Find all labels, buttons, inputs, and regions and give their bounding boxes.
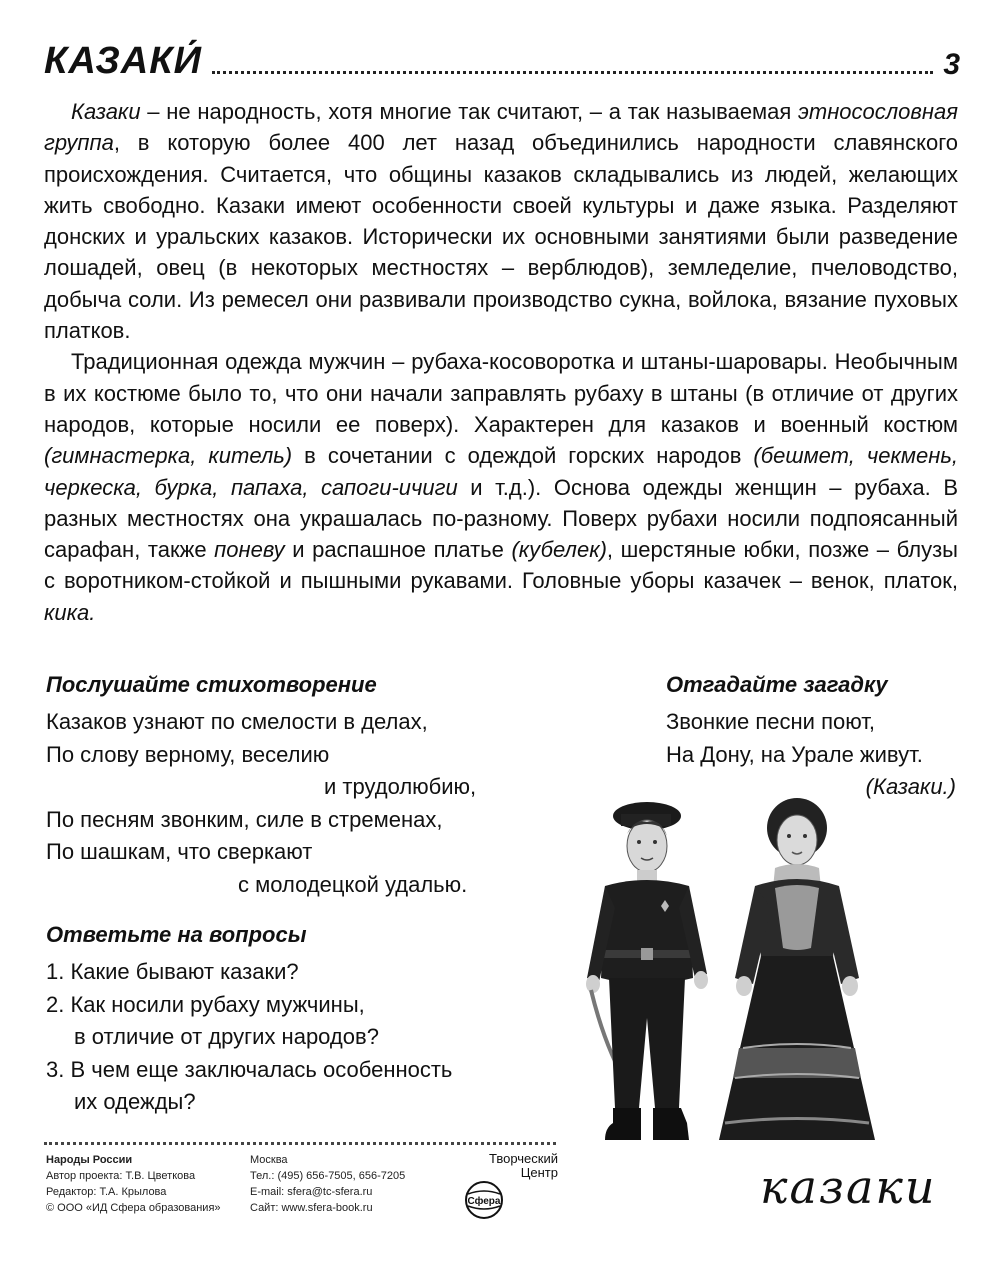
riddle-line: На Дону, на Урале живут. [666, 741, 923, 767]
male-cossack-figure [586, 802, 708, 1140]
riddle-line: Звонкие песни поют, [666, 709, 875, 734]
poem-line: и трудолюбию, [324, 774, 477, 799]
question-item: 2. Как носили рубаху мужчины, [46, 991, 365, 1017]
footer-phone: Тел.: (495) 656-7505, 656-7205 [250, 1170, 406, 1182]
cossack-dolls-illustration [575, 778, 975, 1163]
footer-dotted-rule [44, 1142, 556, 1145]
question-item: 3. В чем еще заключалась особенность [46, 1056, 453, 1082]
footer-contacts [250, 1152, 405, 1216]
poem-line: Казаков узнают по смелости в делах, [46, 709, 428, 734]
question-item: 1. Какие бывают казаки? [46, 959, 299, 984]
poem-line: с молодецкой удалью. [238, 871, 468, 897]
footer-email: E-mail: sfera@tc-sfera.ru [250, 1186, 373, 1198]
cursive-caption: казаки [760, 1160, 937, 1214]
female-cossack-figure [719, 798, 875, 1140]
poem-section [46, 672, 516, 901]
article-body [44, 96, 958, 628]
page-number: 3 [943, 48, 960, 81]
poem-line: По песням звонким, силе в стременах, [46, 806, 443, 832]
riddle-answer: (Казаки.) [865, 774, 956, 799]
logo-line-2: Центр [520, 1165, 558, 1180]
footer-copyright: © ООО «ИД Сфера образования» [46, 1202, 221, 1214]
questions-section [46, 922, 526, 1119]
page-header [44, 32, 960, 80]
footer-series: Народы России [46, 1154, 133, 1166]
logo-line-1: Творческий [488, 1151, 558, 1166]
poem-line: По шашкам, что сверкают [46, 839, 313, 864]
paragraph-1: Казаки – не народность, хотя многие так считают, – а так называемая этносословная группа, в которую более 400 лет назад объединились народности славянского происхождения. Считается, что общины казаков складывались из людей, желающих жить свободно. Казаки имеют особенности своей культуры и даже языка. Разделяют донских и уральских казаков. Исторически их основными занятиями были разведение лошадей, овец (в некоторых местностях – верблюдов), земледелие, пчеловодство, добыча соли. Из ремесел они развивали производство сукна, войлока, вязание пуховых платков. [44, 99, 958, 344]
logo-word: Сфера [467, 1196, 501, 1207]
question-item-continuation: в отличие от других народов? [74, 1024, 379, 1049]
footer-credits [46, 1152, 221, 1216]
question-item-continuation: их одежды? [74, 1089, 196, 1114]
term-ethno: этносословная группа [44, 99, 958, 156]
publisher-logo [458, 1152, 568, 1222]
footer-city: Москва [250, 1154, 288, 1166]
term-kazaki: Казаки [71, 99, 141, 124]
footer-site: Сайт: www.sfera-book.ru [250, 1202, 373, 1214]
footer-editor: Редактор: Т.А. Крылова [46, 1186, 167, 1198]
riddle-title: Отгадайте загадку [666, 672, 888, 697]
paragraph-2: Традиционная одежда мужчин – рубаха-косоворотка и штаны-шаровары. Необычным в их костюме было то, что они начали заправлять рубаху в штаны (в отличие от других народов, которые носили ее поверх). Характерен для казаков и военный костюм (гимнастерка, китель) в сочетании с одеждой горских народов (бешмет, чекмень, черкеска, бурка, папаха, сапоги-ичиги и т.д.). Основа одежды женщин – рубаха. В разных местностях она украшалась по-разному. Поверх рубахи носили подпоясанный сарафан, также поневу и распашное платье (кубелек), шерстяные юбки, позже – блузы с воротником-стойкой и пышными рукавами. Головные уборы казачек – венок, платок, кика. [44, 349, 958, 625]
footer-author: Автор проекта: Т.В. Цветкова [46, 1170, 196, 1182]
header-dotted-leader [212, 71, 933, 74]
sfera-globe-icon [460, 1178, 520, 1220]
poem-line: По слову верному, веселию [46, 741, 330, 767]
poem-title: Послушайте стихотворение [46, 672, 377, 697]
questions-title: Ответьте на вопросы [46, 922, 307, 947]
page-title: КАЗАКИ́ [44, 40, 202, 82]
